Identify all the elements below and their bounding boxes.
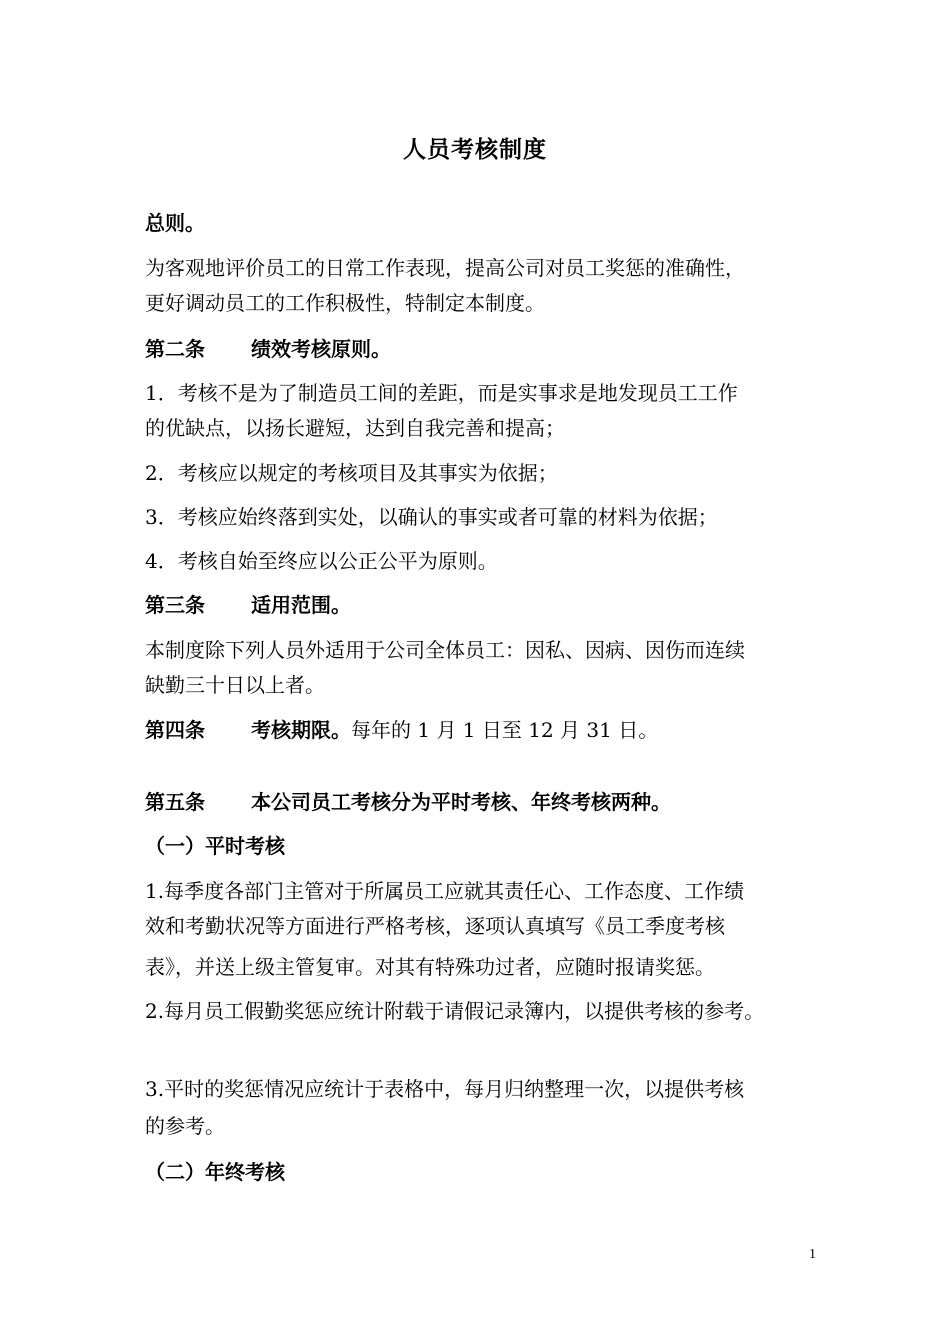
article-2-item-3: 3．考核应始终落到实处，以确认的事实或者可靠的材料为依据；: [145, 505, 718, 529]
article-3-text-line-1: 本制度除下列人员外适用于公司全体员工：因私、因病、因伤而连续: [145, 638, 745, 662]
article-4-title: 考核期限。: [251, 718, 351, 742]
section-1-item-3-line-1: 3.平时的奖惩情况应统计于表格中，每月归纳整理一次，以提供考核: [145, 1077, 745, 1101]
page-number: 1: [809, 1247, 816, 1262]
section-1-heading: （一）平时考核: [145, 834, 285, 858]
article-3-label: 第三条: [145, 593, 205, 617]
article-4-text: 每年的 1 月 1 日至 12 月 31 日。: [351, 718, 659, 742]
article-5-heading: [145, 787, 825, 817]
section-1-item-3-line-2: 的参考。: [145, 1114, 225, 1138]
section-1-item-1-line-3: 表》，并送上级主管复审。对其有特殊功过者，应随时报请奖惩。: [145, 955, 715, 979]
article-2-title: 绩效考核原则。: [251, 337, 391, 361]
article-3-text-line-2: 缺勤三十日以上者。: [145, 673, 325, 697]
article-4-label: 第四条: [145, 718, 205, 742]
article-5-label: 第五条: [145, 790, 205, 814]
document-title: 人员考核制度: [403, 136, 547, 163]
general-heading: 总则。: [145, 211, 205, 235]
section-1-item-1-line-1: 1.每季度各部门主管对于所属员工应就其责任心、工作态度、工作绩: [145, 879, 745, 903]
article-3-heading: [145, 590, 825, 620]
article-2-item-1-line-2: 的优缺点，以扬长避短，达到自我完善和提高；: [145, 416, 565, 440]
article-4-line: [145, 715, 825, 745]
section-2-heading: （二）年终考核: [145, 1160, 285, 1184]
article-2-item-4: 4．考核自始至终应以公正公平为原则。: [145, 549, 498, 573]
section-1-item-1-line-2: 效和考勤状况等方面进行严格考核，逐项认真填写《员工季度考核: [145, 914, 725, 938]
general-paragraph-line-1: 为客观地评价员工的日常工作表现，提高公司对员工奖惩的准确性，: [145, 256, 745, 280]
article-2-item-2: 2．考核应以规定的考核项目及其事实为依据；: [145, 461, 558, 485]
article-2-label: 第二条: [145, 337, 205, 361]
general-paragraph-line-2: 更好调动员工的工作积极性，特制定本制度。: [145, 291, 545, 315]
article-3-title: 适用范围。: [251, 593, 351, 617]
article-2-heading: [145, 334, 825, 364]
article-5-title: 本公司员工考核分为平时考核、年终考核两种。: [251, 790, 671, 814]
section-1-item-2: 2.每月员工假勤奖惩应统计附载于请假记录簿内，以提供考核的参考。: [145, 999, 765, 1023]
article-2-item-1-line-1: 1．考核不是为了制造员工间的差距，而是实事求是地发现员工工作: [145, 381, 738, 405]
